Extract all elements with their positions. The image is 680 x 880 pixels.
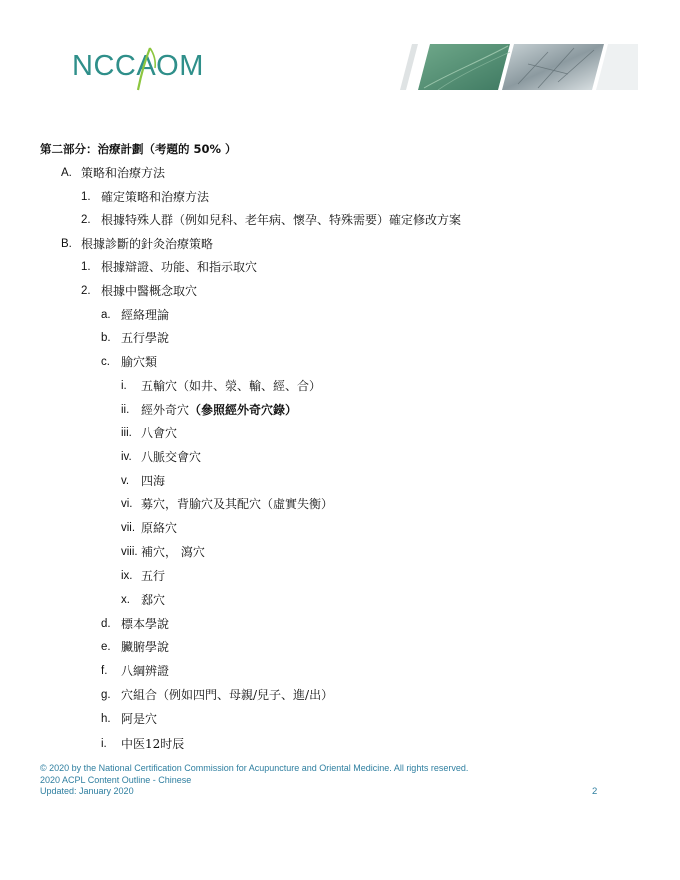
page-footer xyxy=(40,763,640,798)
logo-text: NCCAOM xyxy=(72,50,204,82)
banner-image xyxy=(398,44,638,90)
section-title: 第二部分：治療計劃（考題的 50% ） xyxy=(40,142,237,156)
page-number: 2 xyxy=(592,786,598,797)
nccaom-logo xyxy=(72,44,222,94)
bold-reference: （參照經外奇穴錄） xyxy=(189,403,298,417)
footer-copyright: © 2020 by the National Certification Commission for Acupuncture and Oriental Medicine. All rights reserved. xyxy=(40,763,469,773)
leaf-icon xyxy=(72,44,222,94)
page-header xyxy=(0,0,680,110)
footer-doc-title: 2020 ACPL Content Outline - Chinese xyxy=(40,774,192,785)
footer-updated: Updated: January 2020 xyxy=(40,786,134,796)
